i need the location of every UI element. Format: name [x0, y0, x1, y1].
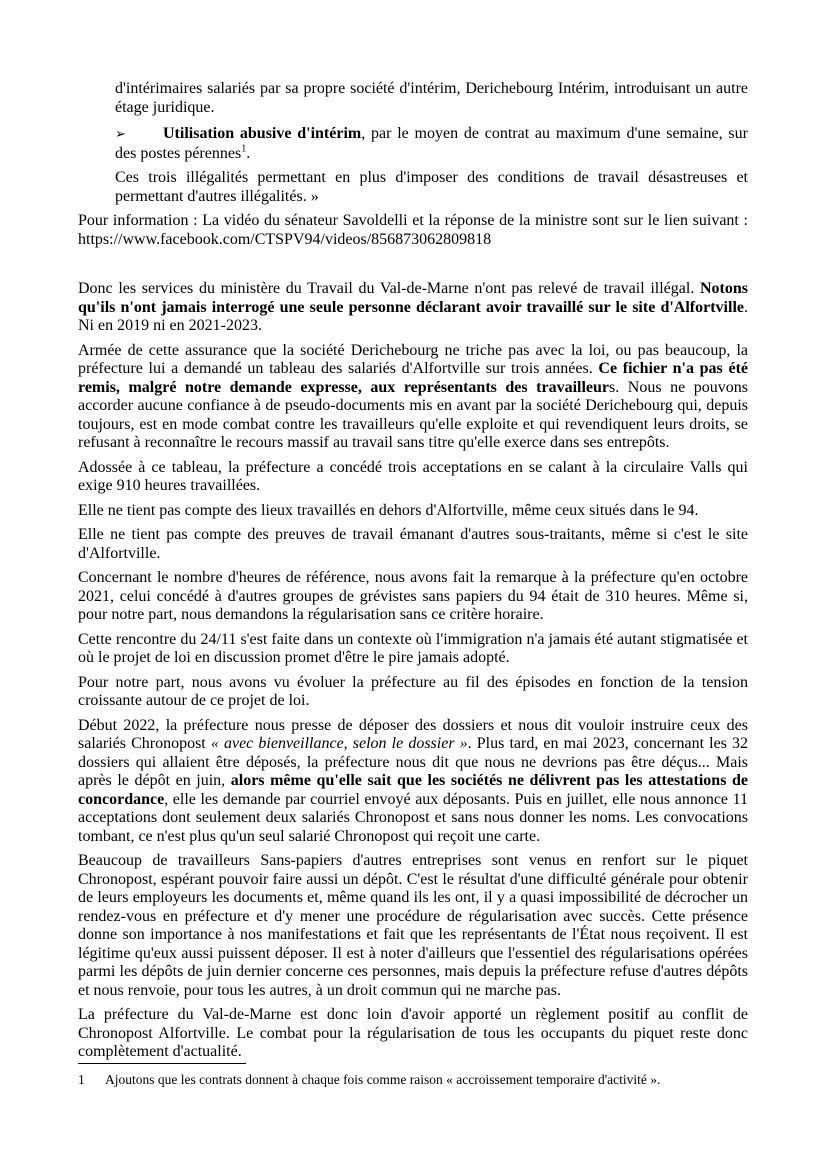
text-run: , par le moyen de contrat au maximum d'une semaine, sur des postes pérennes	[115, 125, 748, 162]
text-run: d'intérimaires salariés par sa propre société d'intérim, Derichebourg Intérim, introduisant un autre étage juridique.	[115, 80, 748, 116]
paragraph	[78, 717, 748, 847]
text-run: Beaucoup de travailleurs Sans-papiers d'autres entreprises sont venus en renfort sur le piquet Chronopost, espérant pouvoir faire aussi un dépôt. C'est le résultat d'une difficulté générale pour obtenir de leurs employeurs les documents et, même quand ils les ont, il y a quasi impossibilité de décrocher un rendez-vous en préfecture et d'y mener une procédure de régularisation avec succès. Cette présence donne son importance à nos manifestations et fait que les représentants de l'État nous reçoivent. Il est légitime qu'eux aussi puissent déposer. Il est à noter d'ailleurs que l'essentiel des régularisations opérées parmi les dépôts de juin dernier concerne ces personnes, mais depuis la préfecture refuse d'autres dépôts et nous renvoie, pour tous les autres, à un droit commun qui ne marche pas.	[78, 852, 748, 999]
text-run: La préfecture du Val-de-Marne est donc loin d'avoir apporté un règlement positif au conflit de Chronopost Alfortville. Le combat pour la régularisation de tous les occupants du piquet reste donc complètement d'actualité.	[78, 1006, 748, 1060]
paragraph	[78, 342, 748, 453]
bold-run: alors même qu'elle sait que les sociétés ne délivrent pas les attestations de concordance	[78, 772, 749, 808]
footnote-separator	[78, 1063, 246, 1064]
paragraph	[78, 1006, 748, 1062]
paragraph	[78, 459, 748, 496]
text-run: Pour notre part, nous avons vu évoluer la préfecture au fil des épisodes en fonction de la tension croissante autour de ce projet de loi.	[78, 673, 748, 709]
paragraph	[115, 80, 748, 117]
text-run: Donc les services du ministère du Travail du Val-de-Marne n'ont pas relevé de travail illégal.	[78, 280, 700, 297]
paragraph	[115, 169, 748, 206]
text-run: Pour information : La vidéo du sénateur Savoldelli et la réponse de la ministre sont sur le lien suivant :	[78, 212, 748, 229]
text-run: Cette rencontre du 24/11 s'est faite dans un contexte où l'immigration n'a jamais été autant stigmatisée et où le projet de loi en discussion promet d'être le pire jamais adopté.	[78, 630, 748, 666]
text-run: Armée de cette assurance que la société Derichebourg ne triche pas avec la loi, ou pas beaucoup, la préfecture lui a demandé un tableau des salariés d'Alfortville sur trois années.	[78, 341, 748, 377]
paragraph	[78, 502, 748, 521]
text-run: . Ni en 2019 ni en 2021-2023.	[78, 298, 748, 334]
text-run: . Plus tard, en mai 2023, concernant les 32 dossiers qui allaient être déposés, la préfecture nous dit que nous ne devrions pas être déçus... Mais après le dépôt en juin,	[78, 735, 748, 789]
text-run: Elle ne tient pas compte des lieux travaillés en dehors d'Alfortville, même ceux situés dans le 94.	[78, 501, 699, 519]
paragraph	[78, 569, 748, 625]
bold-run: Notons qu'ils n'ont jamais interrogé une seule personne déclarant avoir travaillé sur le site d'Alfortville	[78, 280, 748, 316]
text-run: .	[246, 144, 251, 162]
url-link[interactable]: https://www.facebook.com/CTSPV94/videos/856873062809818	[78, 230, 492, 248]
paragraph	[78, 674, 748, 711]
paragraph	[78, 212, 748, 249]
paragraph	[78, 280, 748, 336]
document-body	[78, 80, 748, 1068]
text-run: Concernant le nombre d'heures de référence, nous avons fait la remarque à la préfecture qu'en octobre 2021, celui concédé à d'autres groupes de grévistes sans papiers du 94 était de 310 heures. Même si, pour notre part, nous demandons la régularisation sans ce critère horaire.	[78, 569, 748, 623]
text-run: s. Nous ne pouvons accorder aucune confiance à de pseudo-documents mis en avant par la société Derichebourg qui, depuis toujours, est en mode combat contre les travailleurs qu'elle exploite et qui revendiquent leurs droits, se refusant à reconnaître le recours massif au travail sans titre qu'elle exerce dans ses entrepôts.	[78, 378, 748, 451]
text-run: Début 2022, la préfecture nous presse de déposer des dossiers et nous dit vouloir instruire ceux des salariés Chronopost	[78, 716, 748, 752]
paragraph	[78, 852, 748, 1000]
footnote	[78, 1071, 748, 1088]
bold-run: Utilisation abusive d'intérim	[163, 125, 362, 142]
footnote-ref: 1	[241, 143, 247, 155]
paragraph	[78, 631, 748, 668]
text-run: , elle les demande par courriel envoyé aux déposants. Puis en juillet, elle nous annonce 11 acceptations dont seulement deux salariés Chronopost et sans nous donner les noms. Les convocations tombant, ce n'est plus qu'un seul salarié Chronopost qui reçoit une carte.	[78, 790, 748, 845]
paragraph	[115, 125, 748, 163]
italic-run: « avec bienveillance, selon le dossier »	[210, 735, 468, 752]
footnote-area	[78, 1063, 748, 1088]
bold-run: Ce fichier n'a pas été remis, malgré notre demande expresse, aux représentants des travailleur	[78, 360, 749, 396]
footnote-number: 1	[78, 1072, 85, 1087]
text-run: Elle ne tient pas compte des preuves de travail émanant d'autres sous-traitants, même si c'est le site d'Alfortville.	[78, 526, 748, 562]
paragraph	[78, 526, 748, 563]
list-bullet-icon: ➢	[115, 127, 126, 142]
text-run: Ces trois illégalités permettant en plus d'imposer des conditions de travail désastreuses et permettant d'autres illégalités. »	[115, 169, 748, 205]
footnote-text: Ajoutons que les contrats donnent à chaque fois comme raison « accroissement temporaire d'activité ».	[105, 1072, 661, 1087]
text-run: Adossée à ce tableau, la préfecture a concédé trois acceptations en se calant à la circulaire Valls qui exige 910 heures travaillées.	[78, 458, 748, 494]
